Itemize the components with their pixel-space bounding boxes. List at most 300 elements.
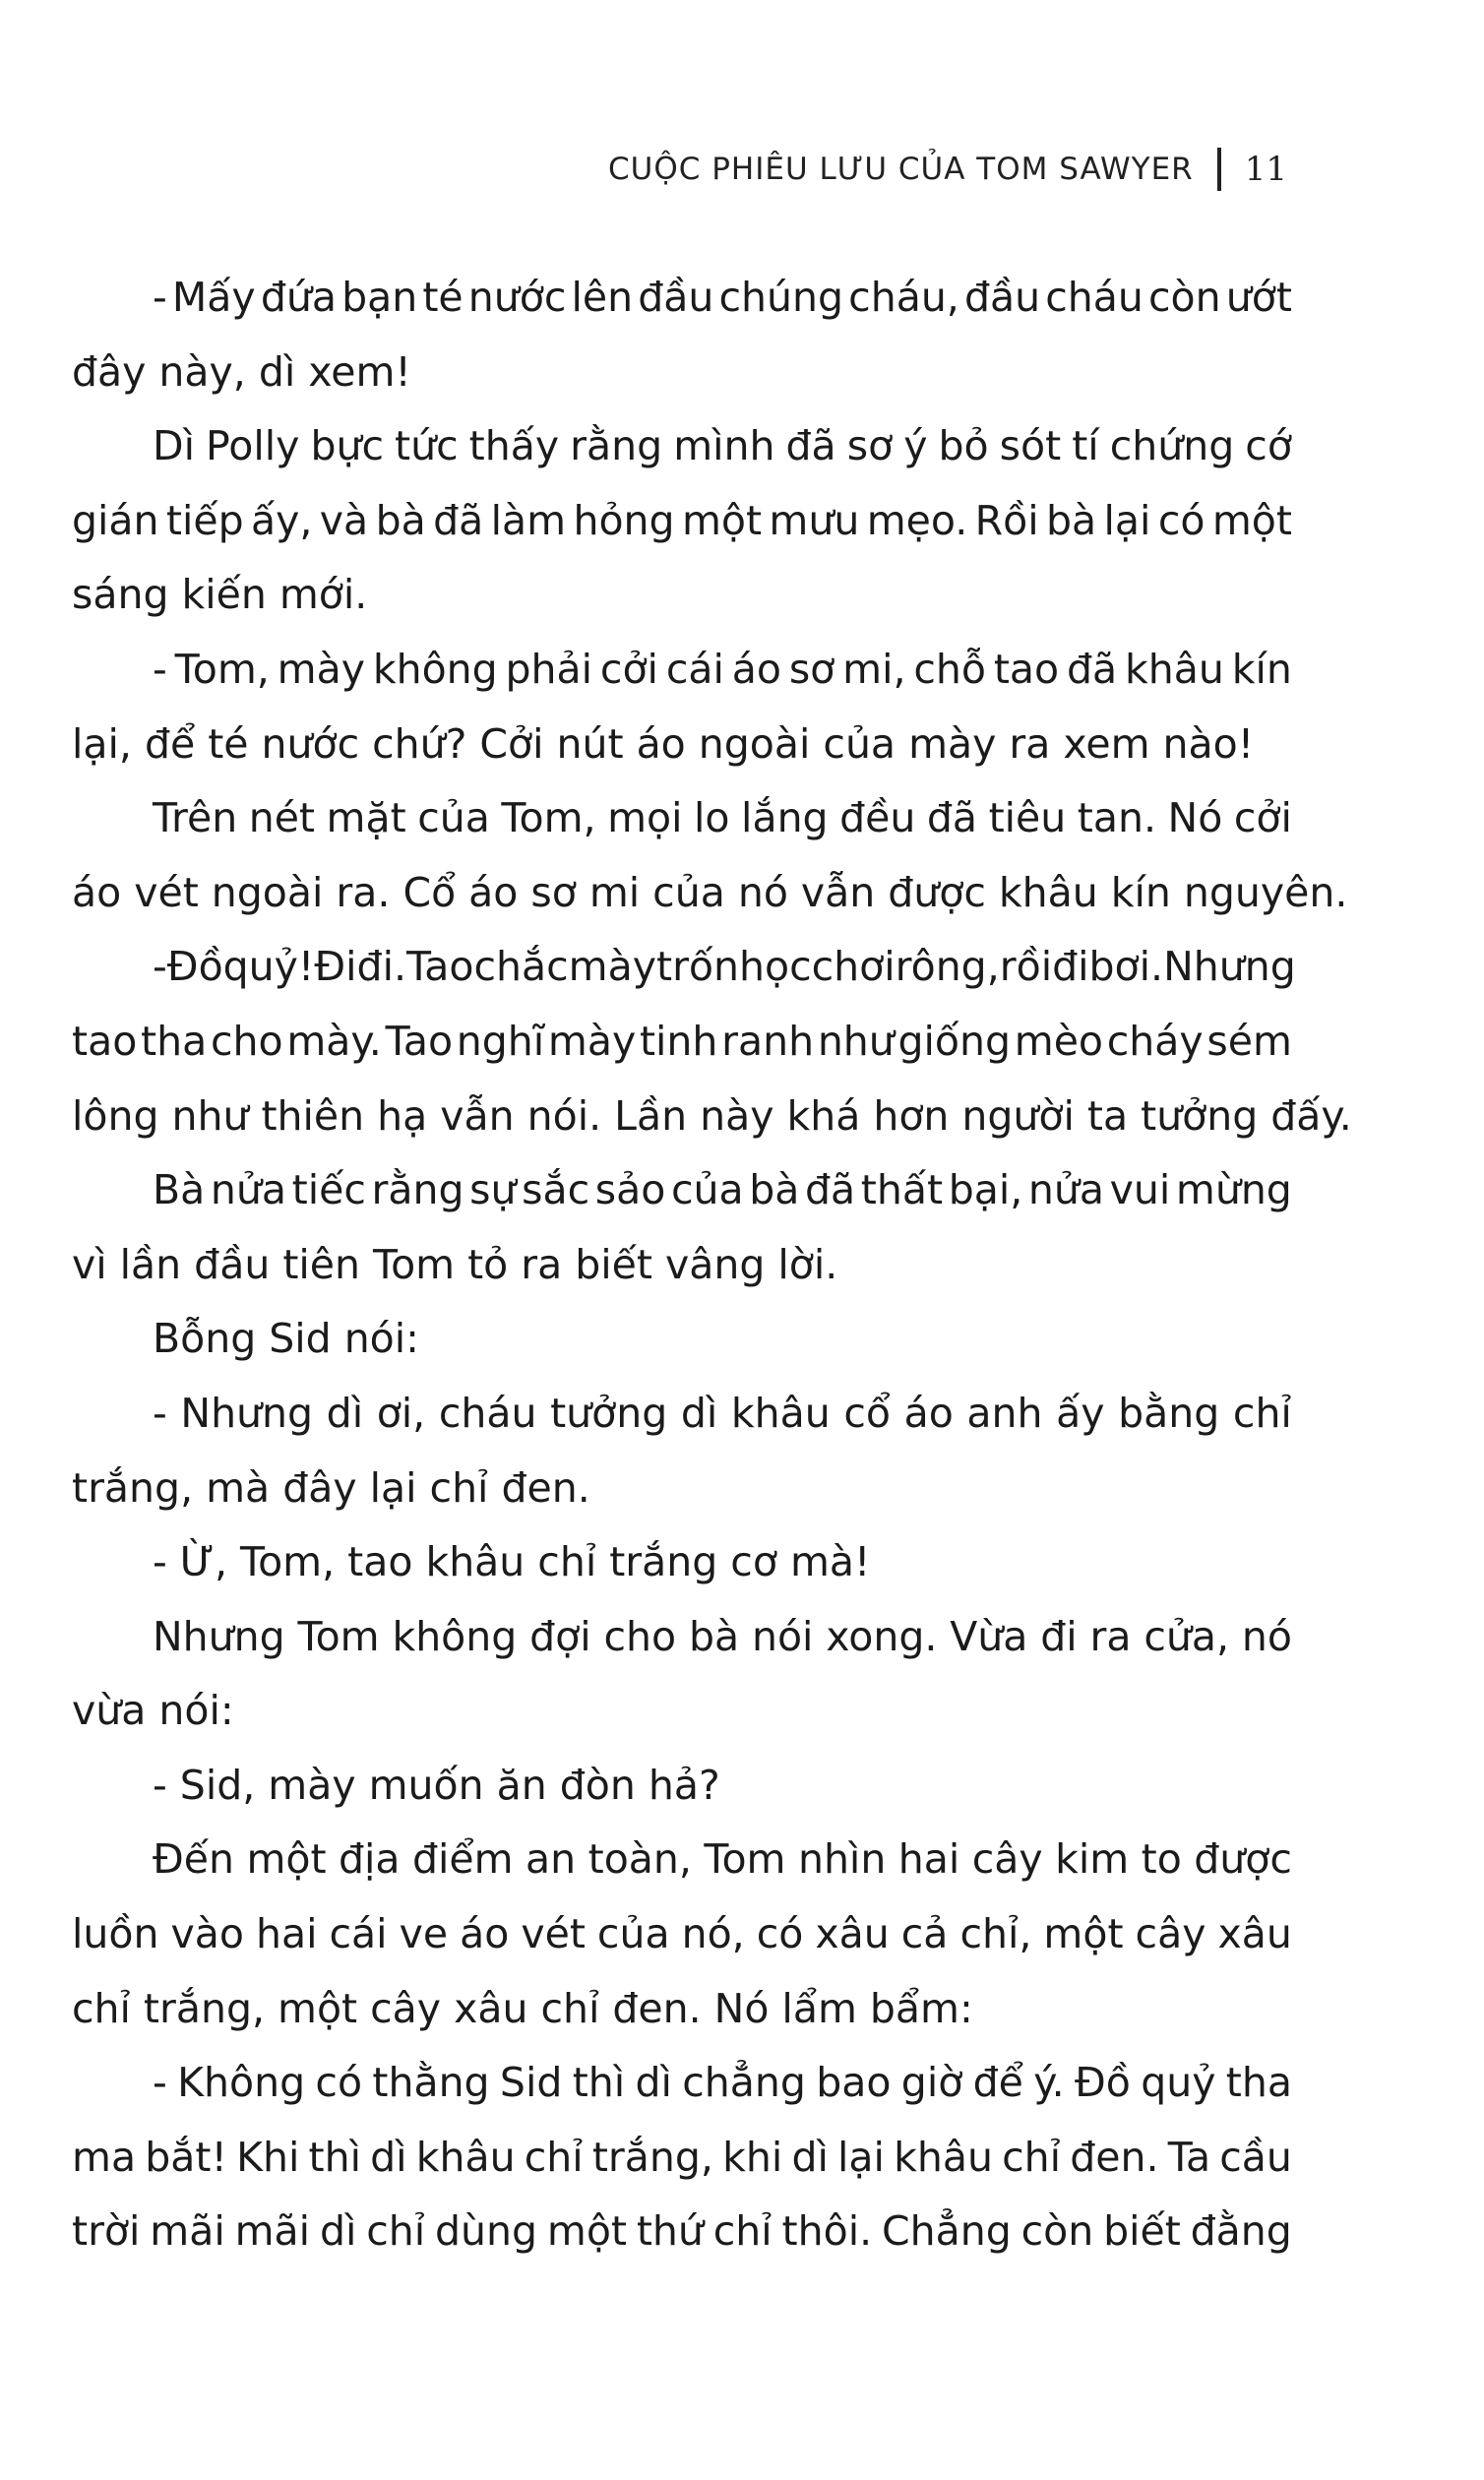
word: chỉ [537,1538,597,1586]
word: đen. [501,1463,590,1512]
word: tưởng [550,1389,668,1437]
word: khâu [894,2133,993,2181]
word: dì [326,1389,364,1437]
word: mi, [842,645,906,693]
word: trắng, [591,2133,713,2181]
word: nói: [343,1315,419,1363]
word: dì [370,2133,407,2181]
word: có [1157,496,1206,544]
word: bại, [948,1166,1023,1214]
word: vét [134,868,199,916]
word: hả? [648,1761,720,1809]
text-line [72,1302,1292,1377]
word: ơi, [376,1389,426,1437]
word: khâu [730,1389,831,1437]
word: ướt [1225,274,1292,321]
word: tao [72,1017,138,1065]
word: tao [993,645,1060,693]
word: trắng, [72,1463,194,1512]
word: Sid, [179,1761,256,1809]
text-line [72,1749,1292,1824]
word: nói: [158,1687,234,1735]
running-header [608,148,1287,191]
book-title-header: CUỘC PHIÊU LƯU CỦA TOM SAWYER [607,152,1194,187]
word: muốn [368,1761,484,1809]
word: cây [370,1984,442,2032]
word: Đồ [166,943,223,991]
text-line [72,409,1292,484]
word: đã [433,496,484,544]
word: xem [1063,719,1150,768]
word: đây [72,347,147,396]
text-line [72,1897,1292,1972]
word: nguyên. [1183,868,1348,916]
word: nó, [681,1910,745,1958]
text-line [72,708,1292,782]
word: Sid [499,2059,563,2107]
page-number: 11 [1244,150,1287,189]
word: Cổ [402,868,457,916]
word: đây [282,1463,357,1512]
word: sơ [846,422,894,470]
word: Ừ, [179,1538,228,1586]
word: có [315,2059,363,2107]
text-line [72,1452,1292,1526]
word: tiêu [988,794,1067,842]
word: bà [749,1166,800,1214]
word: dì [635,2059,672,2107]
word: sảo [594,1166,666,1214]
word: đã [1067,645,1118,693]
word: chơi [811,943,896,991]
word: hỏng [573,496,675,544]
word: đã [926,794,978,842]
word: phải [505,645,593,693]
word: bà [688,1612,740,1660]
word: một [681,496,763,544]
word: Mấy [171,274,256,321]
word: quỷ! [222,943,315,991]
word: ra [1089,1612,1132,1660]
word: sơ [530,868,577,916]
word: làm [490,496,567,544]
word: thiên [261,1091,365,1140]
word: tao [347,1538,413,1586]
word: đợi [529,1612,591,1660]
word: nước [261,719,360,768]
word: mà [206,1463,271,1512]
word: tưởng [1141,1091,1259,1140]
word: cổ [843,1389,891,1437]
text-line [72,1377,1292,1452]
word: đầu [194,1240,271,1288]
word: chúng [718,274,844,321]
word: khá [786,1091,861,1140]
word: Polly [206,422,300,470]
word: nó [737,868,788,916]
text-line [72,2195,1292,2269]
word: cháu, [848,274,959,321]
word: sự [469,1166,517,1214]
word: để [144,719,196,768]
word: Nó [1167,794,1223,842]
word: mọi [607,794,683,842]
word: kín [1110,868,1171,916]
word: nói. [526,1091,602,1140]
word: Tom [704,1835,786,1884]
word: áo [72,868,122,916]
word: hạ [377,1091,428,1140]
word: nửa [210,1166,286,1214]
word: chỉ [712,2207,773,2256]
word: mày. [286,1017,382,1065]
word: - [153,1538,167,1586]
word: có [756,1910,804,1958]
word: ranh [721,1017,815,1065]
word: lại [1103,496,1151,544]
word: Tom, [174,645,270,693]
word: còn [1020,2207,1094,2256]
word: tí [1072,422,1099,470]
word: anh [966,1389,1043,1437]
word: Ta [1167,2133,1211,2181]
word: sót [999,422,1062,470]
word: - [153,943,167,991]
word: ta [1086,1091,1129,1140]
text-line [72,930,1296,1005]
word: tha [141,1017,208,1065]
word: một [546,2207,627,2256]
word: đi. [356,943,406,991]
word: bà [375,496,426,544]
word: lại, [72,719,132,768]
word: tan. [1077,794,1157,842]
word: cớ [1245,422,1292,470]
text-line [72,1525,1292,1600]
body-text [72,261,1352,2269]
word: - [153,2059,167,2107]
text-line [72,558,1292,633]
word: áo [460,1910,510,1958]
word: địa [339,1835,401,1884]
word: chỉ [429,1463,489,1512]
word: của [417,794,490,842]
word: chỉ [1002,2133,1062,2181]
word: mày [268,1761,356,1809]
word: té [208,719,249,768]
word: vừa [72,1687,147,1735]
word: chỉ [366,2207,426,2256]
word: thôi. [781,2207,873,2256]
word: đi [1040,1612,1078,1660]
word: nửa [1027,1166,1104,1214]
word: đi [1052,943,1089,991]
word: và [319,496,369,544]
word: chỉ [540,1984,600,2032]
word: mặt [326,794,406,842]
word: tiên [282,1240,360,1288]
word: Trên [153,794,238,842]
word: cháu [438,1389,537,1437]
word: khâu [1125,645,1224,693]
word: của [652,868,725,916]
word: ma [72,2133,137,2181]
word: lại [369,1463,417,1512]
word: chỉ [1232,1389,1292,1437]
word: bực [310,422,384,470]
word: rông, [895,943,1000,991]
word: ngoài [698,719,811,768]
word: áo [731,645,781,693]
text-line [72,1080,1352,1154]
word: Nhưng [1163,943,1296,991]
word: lại [837,2133,885,2181]
word: bao [816,2059,892,2107]
word: mẹo. [866,496,968,544]
text-line [72,2046,1292,2121]
word: vẫn [800,868,876,916]
word: ra [1009,719,1051,768]
word: chỉ, [959,1910,1032,1958]
word: mừng [1175,1166,1292,1214]
word: đấy. [1270,1091,1352,1140]
word: mãi [234,2207,311,2256]
word: Sid [269,1315,332,1363]
word: chỗ [913,645,986,693]
word: cây [971,1835,1043,1884]
word: Đến [153,1835,234,1884]
word: chẳng [682,2059,806,2107]
word: khâu [425,1538,526,1586]
word: mi [588,868,641,916]
word: cây [1135,1910,1206,1958]
word: - [153,645,167,693]
word: - [153,274,167,321]
word: đã [805,1166,856,1214]
text-line [72,781,1292,856]
word: rồi [999,943,1053,991]
word: kiến [181,571,267,619]
word: mình [673,422,775,470]
word: cháy [1106,1017,1204,1065]
word: té [422,274,464,321]
word: luồn [72,1910,159,1958]
word: Tom, [501,794,596,842]
word: của [596,1910,670,1958]
word: bằng [1118,1389,1220,1437]
word: đã [785,422,836,470]
word: chỉ [72,1984,131,2032]
word: nhìn [797,1835,887,1884]
text-line [72,261,1292,336]
word: cái [329,1910,388,1958]
word: ngoài [211,868,324,916]
word: bẩm: [869,1984,973,2032]
text-line [72,1228,1292,1303]
word: đen. [612,1984,702,2032]
word: Tom [373,1240,456,1288]
word: Rồi [974,496,1039,544]
word: khi [722,2133,783,2181]
text-line [72,484,1292,559]
word: người [961,1091,1075,1140]
word: cả [900,1910,949,1958]
word: kim [1055,1835,1130,1884]
word: lần [119,1240,182,1288]
word: chứng [1109,422,1235,470]
word: Không [177,2059,306,2107]
word: dùng [435,2207,538,2256]
word: nghĩ [456,1017,545,1065]
word: giờ [900,2059,963,2107]
word: xâu [815,1910,890,1958]
word: tha [1225,2059,1292,2107]
word: cho [603,1612,677,1660]
word: Tom, [240,1538,336,1586]
word: hai [897,1835,960,1884]
word: cầu [1219,2133,1292,2181]
word: ra. [336,868,391,916]
word: Lần [614,1091,688,1140]
text-line [72,2121,1292,2196]
word: kín [1231,645,1292,693]
word: ra [521,1240,563,1288]
word: gián [72,496,159,544]
word: bơi. [1088,943,1164,991]
word: này [700,1091,774,1140]
word: học [739,943,812,991]
word: Bà [153,1166,206,1214]
word: lo [694,794,730,842]
word: ý. [1033,2059,1065,2107]
word: đứa [260,274,337,321]
word: lên [571,274,634,321]
word: Tao [385,1017,454,1065]
word: lông [72,1091,159,1140]
word: dì [680,1389,718,1437]
word: Tom [297,1612,380,1660]
word: hai [255,1910,318,1958]
word: của [823,719,897,768]
word: chứ? [372,719,467,768]
word: tiếp [165,496,244,544]
word: một [278,1984,358,2032]
word: vét [521,1910,586,1958]
word: được [1194,1835,1292,1884]
word: ý [903,422,928,470]
word: an [526,1835,577,1884]
word: thì [572,2059,626,2107]
word: biết [575,1240,652,1288]
header-divider [1217,148,1221,191]
word: trời [72,2207,141,2256]
word: Nó [713,1984,770,2032]
word: khâu [415,2133,516,2181]
word: chắc [473,943,569,991]
word: thấy [468,422,560,470]
word: áo [636,719,686,768]
word: vẫn [440,1091,515,1140]
word: thì [308,2133,361,2181]
word: điểm [412,1835,514,1884]
word: mày [568,943,656,991]
word: nói [751,1612,814,1660]
word: Cởi [479,719,544,768]
word: nào! [1162,719,1255,768]
word: vì [72,1240,107,1288]
word: nét [248,794,316,842]
word: xâu [1217,1910,1292,1958]
text-line [72,1823,1292,1897]
word: biết [1103,2207,1181,2256]
word: mày [277,645,365,693]
word: một [246,1835,327,1884]
word: thứ [636,2207,704,2256]
word: nó [1241,1612,1292,1660]
word: cháu [1045,274,1144,321]
word: đầu [963,274,1041,321]
word: này, [158,347,246,396]
word: một [1043,1910,1124,1958]
word: cởi [599,645,658,693]
word: mãi [150,2207,225,2256]
word: Đồ [1075,2059,1131,2107]
word: rằng [570,422,663,470]
word: đòn [559,1761,636,1809]
word: Tao [406,943,474,991]
word: lời. [777,1240,838,1288]
word: sáng [72,571,169,619]
word: đều [839,794,916,842]
word: - [153,1761,167,1809]
text-line [72,336,1292,410]
word: nước [467,274,567,321]
word: để [972,2059,1023,2107]
word: thất [860,1166,944,1214]
word: bà [1046,496,1097,544]
word: mới. [278,571,368,619]
word: quỷ [1141,2059,1216,2107]
word: đầu [638,274,714,321]
word: cái [665,645,724,693]
word: mèo [1014,1017,1104,1065]
word: cơ [730,1538,777,1586]
word: tức [395,422,459,470]
word: Bỗng [153,1315,257,1363]
word: ăn [496,1761,547,1809]
word: giống [897,1017,1012,1065]
word: nút [556,719,624,768]
word: xâu [454,1984,528,2032]
word: lắng [741,794,829,842]
word: của [670,1166,744,1214]
word: ve [399,1910,449,1958]
word: trắng [609,1538,718,1586]
word: như [817,1017,895,1065]
word: vâng [664,1240,766,1288]
word: Đi [314,943,357,991]
word: Dì [153,422,195,470]
word: như [171,1091,249,1140]
word: bỏ [938,422,989,470]
word: Khi [236,2133,300,2181]
word: không [392,1612,518,1660]
word: bắt! [145,2133,227,2181]
word: mưu [769,496,860,544]
word: mà! [789,1538,871,1586]
word: Nhưng [180,1389,314,1437]
word: Vừa [950,1612,1028,1660]
